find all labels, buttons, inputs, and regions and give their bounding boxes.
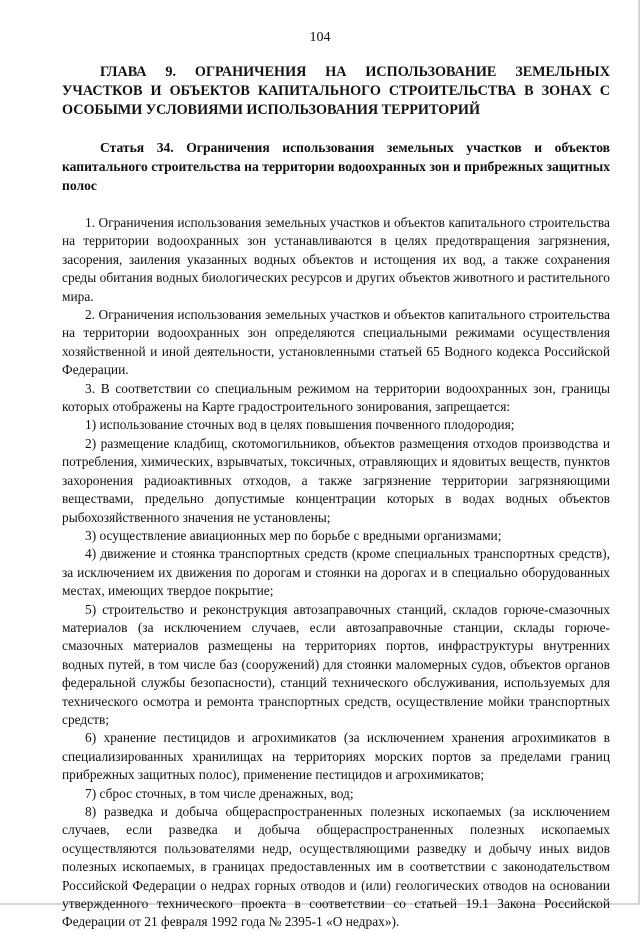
list-item-7: 7) сброс сточных, в том числе дренажных, вод; <box>85 785 354 801</box>
paragraph-1: 1. Ограничения использования земельных участков и объектов капитального строительства на территории водоохранных зон устанавливаются в целях предотвращения загрязнения, засорения, заиления указанных водных объектов и истощения их вод, а также сохранения среды обитания водных биологических ресурсов и других объектов животного и растительного мира. <box>62 215 610 304</box>
article-title: Статья 34. Ограничения использования земельных участков и объектов капитального строительства на территории водоохранных зон и прибрежных защитных полос <box>62 140 610 193</box>
chapter-title: ГЛАВА 9. ОГРАНИЧЕНИЯ НА ИСПОЛЬЗОВАНИЕ ЗЕМЕЛЬНЫХ УЧАСТКОВ И ОБЪЕКТОВ КАПИТАЛЬНОГО СТРОИТЕЛЬСТВА В ЗОНАХ С ОСОБЫМИ УСЛОВИЯМИ ИСПОЛЬЗОВАНИЯ ТЕРРИТОРИЙ <box>62 64 610 118</box>
list-item-4: 4) движение и стоянка транспортных средств (кроме специальных транспортных средств), за исключением их движения по дорогам и стоянки на дорогах и в специально оборудованных местах, имеющих твердое покрытие; <box>62 546 610 599</box>
list-item-2: 2) размещение кладбищ, скотомогильников, объектов размещения отходов производства и потребления, химических, взрывчатых, токсичных, отравляющих и ядовитых веществ, пунктов захоронения радиоактивных отходов, а также загрязнение территории загрязняющими веществами, предельно допустимые концентрации которых в водах водных объектов рыбохозяйственного значения не установлены; <box>62 435 610 525</box>
paragraph-2: 2. Ограничения использования земельных участков и объектов капитального строительства на территории водоохранных зон определяются специальными режимами осуществления хозяйственной и иной деятельности, установленными статьей 65 Водного кодекса Российской Федерации. <box>62 307 610 378</box>
list-item-5: 5) строительство и реконструкция автозаправочных станций, складов горюче-смазочных материалов (за исключением случаев, если автозаправочные станции, склады горюче-смазочных материалов размещены на территориях портов, инфраструктуры внутренних водных путей, в том числе баз (сооружений) для стоянки маломерных судов, объектов органов федеральной службы безопасности), станций технического обслуживания, используемых для технического осмотра и ремонта транспортных средств, осуществление мойки транспортных средств; <box>62 601 610 727</box>
article-body <box>62 214 610 932</box>
list-item-3: 3) осуществление авиационных мер по борьбе с вредными организмами; <box>85 527 502 543</box>
page-content <box>62 63 610 932</box>
paragraph-3: 3. В соответствии со специальным режимом на территории водоохранных зон, границы которых отображены на Карте градостроительного зонирования, запрещается: <box>62 380 610 415</box>
page-number: 104 <box>309 30 331 45</box>
list-item-6: 6) хранение пестицидов и агрохимикатов (за исключением хранения агрохимикатов в специализированных хранилищах на территориях морских портов за пределами границ прибрежных защитных полос), применение пестицидов и агрохимикатов; <box>62 730 610 783</box>
list-item-8: 8) разведка и добыча общераспространенных полезных ископаемых (за исключением случаев, если разведка и добыча общераспространенных полезных ископаемых осуществляются пользователями недр, осуществляющими разведку и добычу иных видов полезных ископаемых, в границах предоставленных им в соответствии с законодательством Российской Федерации о недрах горных отводов и (или) геологических отводов на основании утвержденного технического проекта в соответствии со статьей 19.1 Закона Российской Федерации от 21 февраля 1992 года № 2395-1 «О недрах»). <box>62 804 610 930</box>
list-item-1: 1) использование сточных вод в целях повышения почвенного плодородия; <box>85 417 515 433</box>
